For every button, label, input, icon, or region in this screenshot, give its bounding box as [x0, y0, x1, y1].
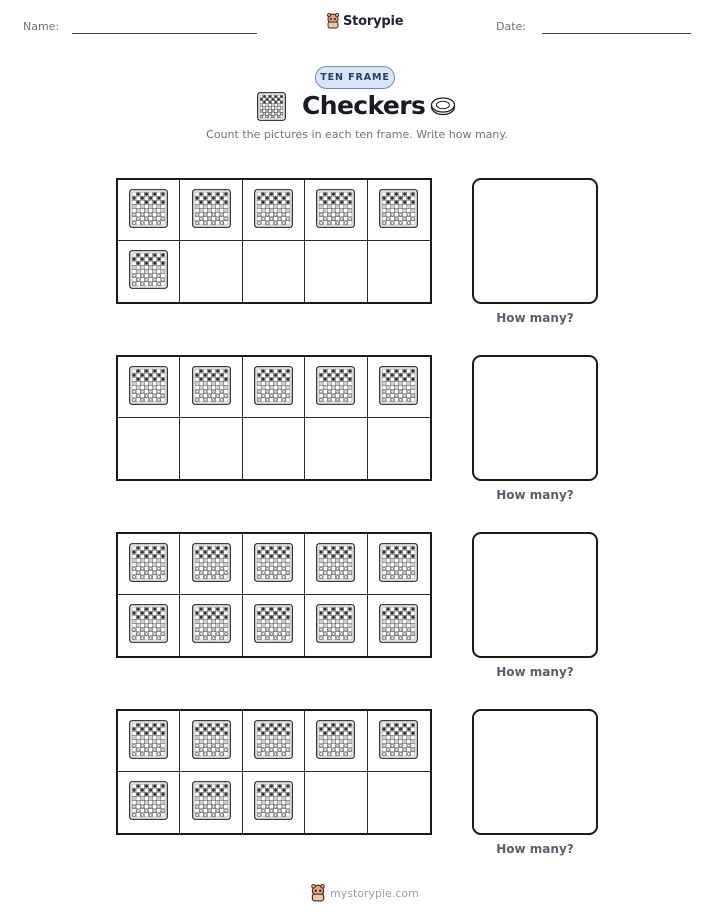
ten-frame-cell [368, 534, 430, 595]
storypie-mascot-icon [310, 884, 326, 902]
checkerboard-icon [129, 189, 168, 232]
page-title: Checkers [302, 91, 426, 120]
ten-frame-cell [118, 180, 180, 241]
ten-frame-1 [116, 178, 432, 304]
checkerboard-icon [192, 781, 231, 824]
date-line[interactable] [542, 33, 691, 34]
ten-frame-cell [180, 418, 242, 479]
checkerboard-icon [257, 92, 286, 125]
ten-frame-cell [118, 241, 180, 302]
ten-frame-cell [243, 711, 305, 772]
name-line[interactable] [72, 33, 257, 34]
ten-frame-cell [180, 357, 242, 418]
checkerboard-icon [379, 720, 418, 763]
ten-frame-cell [180, 595, 242, 656]
ten-frame-cell [305, 711, 367, 772]
ten-frame-cell [305, 418, 367, 479]
brand-name: Storypie [343, 13, 404, 29]
checkerboard-icon [316, 604, 355, 647]
ten-frame-cell [243, 595, 305, 656]
ten-frame-cell [368, 241, 430, 302]
how-many-label-3: How many? [496, 665, 574, 679]
ten-frame-cell [243, 180, 305, 241]
ten-frame-cell [368, 772, 430, 833]
ten-frame-cell [180, 180, 242, 241]
storypie-mascot-icon [326, 13, 340, 29]
checkerboard-icon [254, 604, 293, 647]
checkerboard-icon [316, 189, 355, 232]
ten-frame-badge: TEN FRAME [315, 66, 395, 89]
checkerboard-icon [129, 720, 168, 763]
ten-frame-cell [368, 595, 430, 656]
ten-frame-cell [118, 357, 180, 418]
checkerboard-icon [254, 720, 293, 763]
ten-frame-cell [305, 180, 367, 241]
ten-frame-cell [305, 595, 367, 656]
ten-frame-cell [305, 534, 367, 595]
checkerboard-icon [254, 781, 293, 824]
ten-frame-cell [118, 772, 180, 833]
instructions: Count the pictures in each ten frame. Write how many. [206, 128, 508, 141]
checkerboard-icon [379, 366, 418, 409]
answer-box-2[interactable] [472, 355, 598, 481]
footer [310, 884, 419, 902]
answer-box-1[interactable] [472, 178, 598, 304]
checkerboard-icon [192, 366, 231, 409]
checkerboard-icon [254, 543, 293, 586]
ten-frame-cell [368, 180, 430, 241]
ten-frame-cell [243, 772, 305, 833]
how-many-label-2: How many? [496, 488, 574, 502]
checkerboard-icon [192, 189, 231, 232]
how-many-label-1: How many? [496, 311, 574, 325]
name-label: Name: [23, 20, 60, 33]
answer-box-4[interactable] [472, 709, 598, 835]
ten-frame-cell [368, 418, 430, 479]
ten-frame-4 [116, 709, 432, 835]
checkerboard-icon [129, 543, 168, 586]
ten-frame-cell [180, 772, 242, 833]
ten-frame-cell [243, 534, 305, 595]
footer-url[interactable]: mystorypie.com [330, 886, 419, 900]
ten-frame-3 [116, 532, 432, 658]
ten-frame-cell [118, 595, 180, 656]
ten-frame-cell [180, 534, 242, 595]
ten-frame-cell [243, 241, 305, 302]
checker-piece-icon [430, 96, 456, 120]
checkerboard-icon [192, 604, 231, 647]
checkerboard-icon [379, 543, 418, 586]
checkerboard-icon [316, 720, 355, 763]
brand-logo [326, 13, 403, 29]
checkerboard-icon [379, 604, 418, 647]
checkerboard-icon [129, 366, 168, 409]
ten-frame-cell [305, 772, 367, 833]
ten-frame-cell [118, 418, 180, 479]
ten-frame-cell [118, 711, 180, 772]
checkerboard-icon [129, 781, 168, 824]
ten-frame-cell [118, 534, 180, 595]
ten-frame-cell [180, 241, 242, 302]
date-label: Date: [496, 20, 526, 33]
ten-frame-cell [180, 711, 242, 772]
ten-frame-cell [243, 357, 305, 418]
checkerboard-icon [192, 720, 231, 763]
checkerboard-icon [379, 189, 418, 232]
ten-frame-cell [305, 357, 367, 418]
ten-frame-cell [305, 241, 367, 302]
checkerboard-icon [316, 366, 355, 409]
checkerboard-icon [254, 189, 293, 232]
title-row [0, 91, 714, 125]
checkerboard-icon [192, 543, 231, 586]
ten-frame-cell [243, 418, 305, 479]
how-many-label-4: How many? [496, 842, 574, 856]
checkerboard-icon [129, 604, 168, 647]
ten-frame-cell [368, 711, 430, 772]
answer-box-3[interactable] [472, 532, 598, 658]
checkerboard-icon [129, 250, 168, 293]
ten-frame-cell [368, 357, 430, 418]
ten-frame-2 [116, 355, 432, 481]
checkerboard-icon [316, 543, 355, 586]
checkerboard-icon [254, 366, 293, 409]
